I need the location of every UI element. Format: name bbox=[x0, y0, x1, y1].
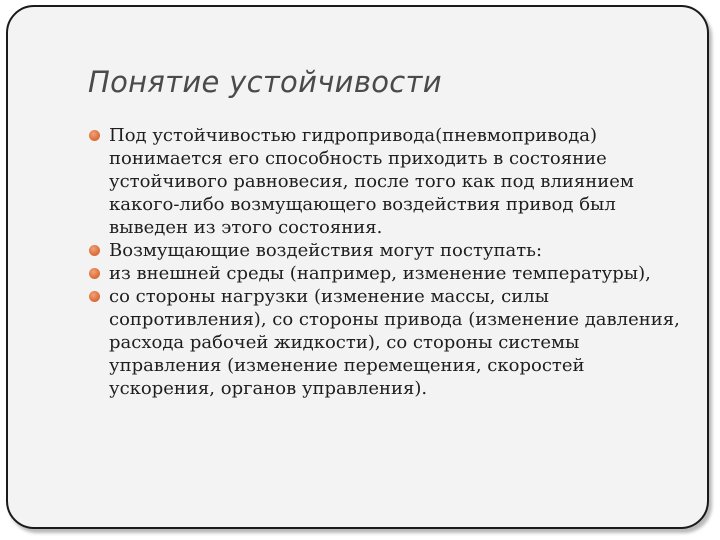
bullet-item-load-drive-control bbox=[88, 285, 688, 400]
slide-frame bbox=[6, 5, 709, 529]
bullet-item-stability-definition bbox=[88, 124, 688, 239]
orange-circle-bullet-icon bbox=[89, 130, 100, 141]
orange-circle-bullet-icon bbox=[89, 268, 100, 279]
bullet-text: Возмущающие воздействия могут поступать: bbox=[109, 240, 543, 261]
orange-circle-bullet-icon bbox=[89, 291, 100, 302]
bullet-item-external-environment bbox=[88, 262, 688, 285]
bullet-text: со стороны нагрузки (изменение массы, силы сопротивления), со стороны привода (изменение давления, расхода рабочей жидкости), со стороны системы управления (изменение перемещения, скоростей ускорения, органов управления). bbox=[109, 286, 680, 399]
bullet-text: из внешней среды (например, изменение температуры), bbox=[109, 263, 651, 284]
bullet-text: Под устойчивостью гидропривода(пневмопривода) понимается его способность приходить в состояние устойчивого равновесия, после того как под влиянием какого-либо возмущающего воздействия привод был выведен из этого состояния. bbox=[109, 125, 634, 238]
slide-title: Понятие устойчивости bbox=[88, 65, 442, 99]
bullet-list bbox=[88, 124, 688, 400]
bullet-item-disturbance-sources bbox=[88, 239, 688, 262]
orange-circle-bullet-icon bbox=[89, 245, 100, 256]
